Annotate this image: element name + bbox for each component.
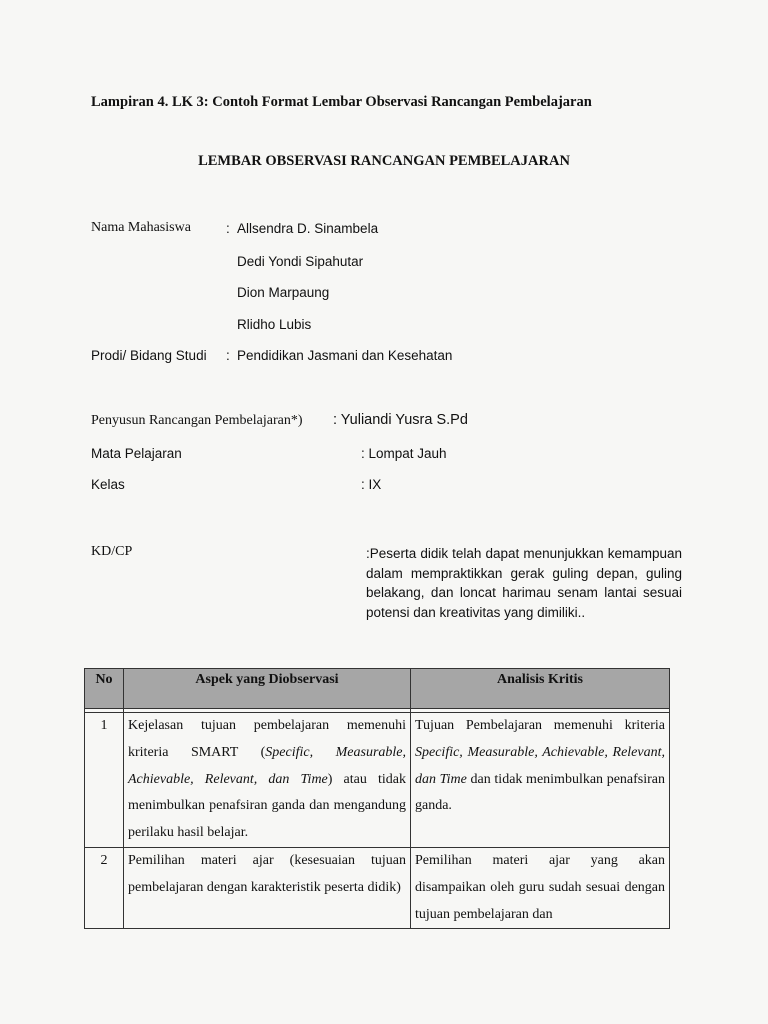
header-aspek: Aspek yang Diobservasi (124, 669, 411, 709)
prodi-separator: : (226, 348, 230, 363)
row-1-analisis-text-c: dan tidak menimbulkan penafsiran ganda. (415, 771, 666, 814)
row-2-analisis: Pemilihan materi ajar yang akan disampaikan oleh guru sudah sesuai dengan tujuan pembelajaran dan (411, 847, 670, 928)
row-2-aspek: Pemilihan materi ajar (kesesuaian tujuan pembelajaran dengan karakteristik peserta didik) (124, 847, 411, 928)
penyusun-value: : Yuliandi Yusra S.Pd (333, 412, 468, 428)
kelas-value: : IX (361, 477, 382, 492)
table-row (85, 713, 670, 848)
row-1-analisis (411, 713, 670, 848)
nama-mahasiswa-value-2: Dedi Yondi Sipahutar (237, 254, 364, 269)
document-title: LEMBAR OBSERVASI RANCANGAN PEMBELAJARAN (198, 153, 570, 169)
kelas-label: Kelas (91, 477, 125, 492)
mata-pelajaran-value: : Lompat Jauh (361, 446, 447, 461)
nama-mahasiswa-value-3: Dion Marpaung (237, 285, 330, 300)
prodi-label: Prodi/ Bidang Studi (91, 348, 207, 363)
row-1-no: 1 (85, 713, 124, 848)
row-1-aspek (124, 713, 411, 848)
mata-pelajaran-label: Mata Pelajaran (91, 446, 182, 461)
nama-mahasiswa-value-1: Allsendra D. Sinambela (237, 221, 379, 236)
row-1-aspek-text-c: ) atau tidak menimbulkan penafsiran ganda dan mengandung perilaku hasil belajar. (128, 771, 406, 841)
prodi-value: Pendidikan Jasmani dan Kesehatan (237, 348, 453, 363)
nama-mahasiswa-separator: : (226, 221, 230, 236)
nama-mahasiswa-value-4: Rlidho Lubis (237, 317, 312, 332)
row-1-analisis-smart-terms: Specific, Measurable, Achievable, Relevant, dan Time (415, 744, 665, 787)
nama-mahasiswa-label: Nama Mahasiswa (91, 220, 191, 235)
observation-table (84, 668, 670, 929)
row-1-analisis-text-a: Tujuan Pembelajaran memenuhi kriteria (415, 718, 665, 733)
kdcp-label: KD/CP (91, 544, 133, 559)
penyusun-label: Penyusun Rancangan Pembelajaran*) (91, 413, 303, 428)
page-heading: Lampiran 4. LK 3: Contoh Format Lembar Observasi Rancangan Pembelajaran (91, 94, 592, 110)
header-no: No (85, 669, 124, 709)
row-1-aspek-text-a: Kejelasan tujuan pembelajaran memenuhi kriteria SMART ( (128, 718, 406, 760)
table-row (85, 847, 670, 928)
table-header-row (85, 669, 670, 709)
header-analisis: Analisis Kritis (411, 669, 670, 709)
row-1-aspek-smart-terms: Specific, Measurable, Achievable, Relevant, dan Time (128, 744, 406, 787)
row-2-no: 2 (85, 847, 124, 928)
kdcp-value: :Peserta didik telah dapat menunjukkan kemampuan dalam mempraktikkan gerak guling depan, guling belakang, dan loncat harimau senam lantai sesuai potensi dan kreativitas yang dimiliki.. (366, 546, 682, 620)
